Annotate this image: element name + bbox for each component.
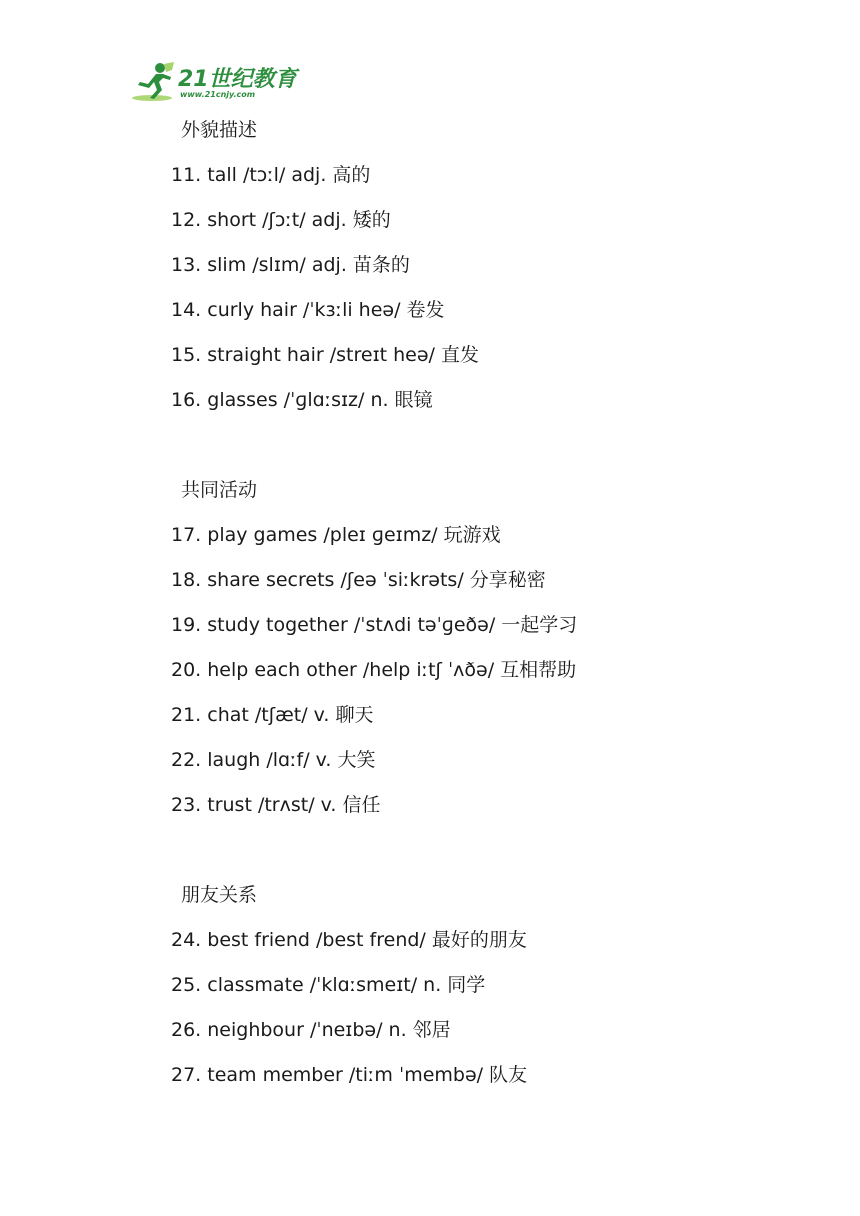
section-title-relationships: 朋友关系 [181,884,258,906]
section-title-appearance: 外貌描述 [181,119,258,141]
vocab-entry: 15. straight hair /streɪt heə/ 直发 [171,344,479,366]
vocab-entry: 25. classmate /ˈklɑːsmeɪt/ n. 同学 [171,974,486,996]
vocab-entry: 12. short /ʃɔːt/ adj. 矮的 [171,209,391,231]
vocab-entry: 17. play games /pleɪ ɡeɪmz/ 玩游戏 [171,524,501,546]
vocab-entry: 16. glasses /ˈɡlɑːsɪz/ n. 眼镜 [171,389,433,411]
section-title-activities: 共同活动 [181,479,258,501]
logo-text: 21世纪教育 [178,67,297,92]
vocab-entry: 18. share secrets /ʃeə ˈsiːkrəts/ 分享秘密 [171,569,546,591]
runner-logo-icon [130,60,178,104]
vocab-entry: 26. neighbour /ˈneɪbə/ n. 邻居 [171,1019,451,1041]
site-logo [130,60,300,104]
vocab-entry: 20. help each other /help iːtʃ ˈʌðə/ 互相帮助 [171,659,577,681]
logo-url: www.21cnjy.com [180,90,256,99]
vocab-entry: 22. laugh /lɑːf/ v. 大笑 [171,749,376,771]
vocab-entry: 27. team member /tiːm ˈmembə/ 队友 [171,1064,528,1086]
vocab-entry: 19. study together /ˈstʌdi təˈɡeðə/ 一起学习 [171,614,578,636]
vocab-entry: 13. slim /slɪm/ adj. 苗条的 [171,254,410,276]
vocab-entry: 24. best friend /best frend/ 最好的朋友 [171,929,527,951]
vocab-entry: 11. tall /tɔːl/ adj. 高的 [171,164,371,186]
vocab-entry: 23. trust /trʌst/ v. 信任 [171,794,381,816]
vocab-entry: 21. chat /tʃæt/ v. 聊天 [171,704,374,726]
vocab-entry: 14. curly hair /ˈkɜːli heə/ 卷发 [171,299,445,321]
